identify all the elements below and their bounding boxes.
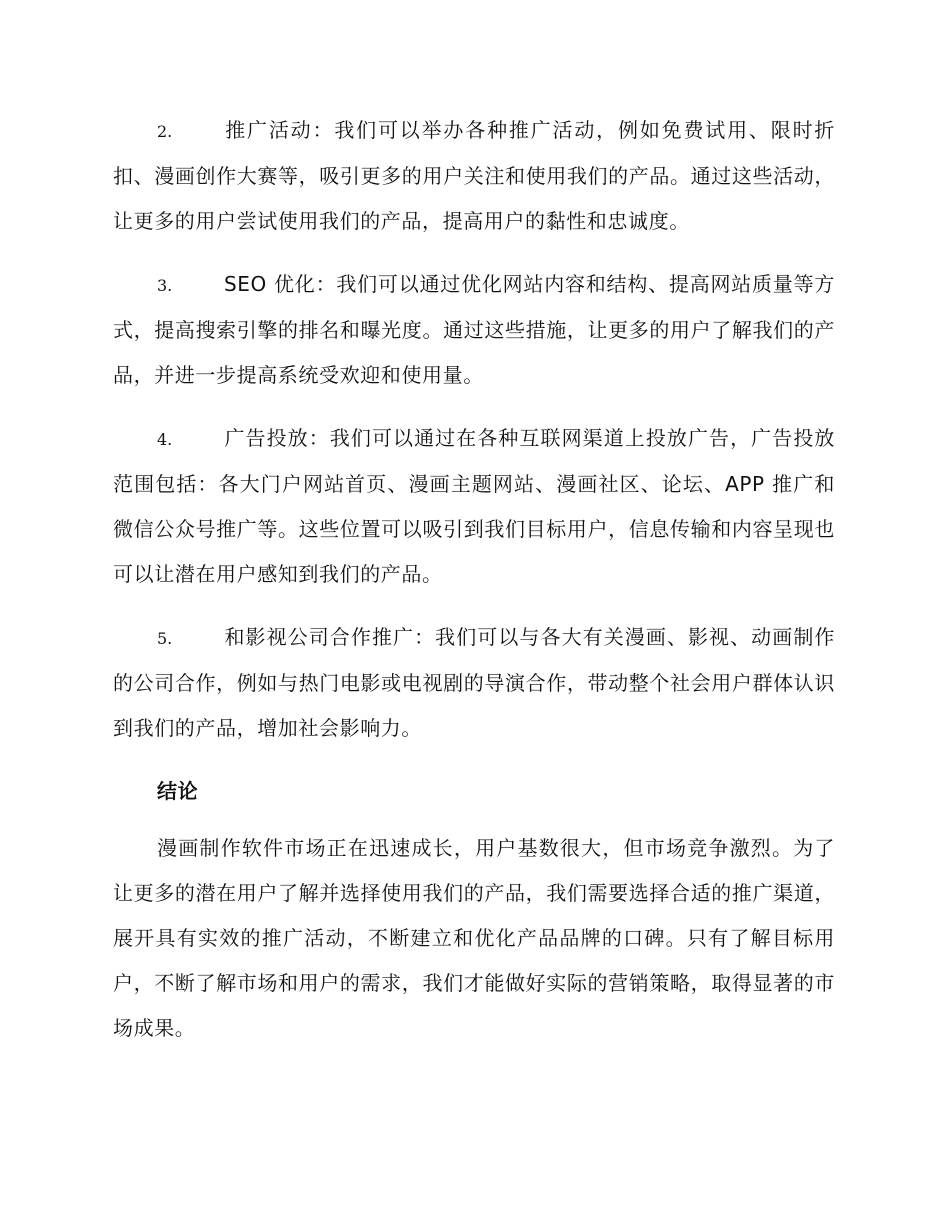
conclusion-heading: 结论 <box>157 779 199 803</box>
list-item-text: SEO 优化：我们可以通过优化网站内容和结构、提高网站质量等方式，提高搜索引擎的排名和曝光度。通过这些措施，让更多的用户了解我们的产品，并进一步提高系统受欢迎和使用量。 <box>113 272 835 387</box>
conclusion-paragraph: 漫画制作软件市场正在迅速成长，用户基数很大，但市场竞争激烈。为了让更多的潜在用户了解并选择使用我们的产品，我们需要选择合适的推广渠道，展开具有实效的推广活动，不断建立和优化产品品牌的口碑。只有了解目标用户，不断了解市场和用户的需求，我们才能做好实际的营销策略，取得显著的市场成果。 <box>113 836 835 1040</box>
list-item-number: 4. <box>157 430 173 449</box>
document-body <box>113 108 835 1051</box>
list-item-number: 2. <box>157 122 173 141</box>
list-item-film-partnership <box>113 615 835 751</box>
list-item-number: 3. <box>157 276 173 295</box>
list-item-text: 推广活动：我们可以举办各种推广活动，例如免费试用、限时折扣、漫画创作大赛等，吸引更多的用户关注和使用我们的产品。通过这些活动，让更多的用户尝试使用我们的产品，提高用户的黏性和忠诚度。 <box>113 118 835 233</box>
list-item-number: 5. <box>157 629 173 648</box>
list-item-text: 广告投放：我们可以通过在各种互联网渠道上投放广告，广告投放范围包括：各大门户网站首页、漫画主题网站、漫画社区、论坛、APP 推广和微信公众号推广等。这些位置可以吸引到我们目标用户，信息传输和内容呈现也可以让潜在用户感知到我们的产品。 <box>113 426 835 586</box>
list-item-advertising <box>113 416 835 597</box>
list-item-text: 和影视公司合作推广：我们可以与各大有关漫画、影视、动画制作的公司合作，例如与热门电影或电视剧的导演合作，带动整个社会用户群体认识到我们的产品，增加社会影响力。 <box>113 625 835 740</box>
list-item-seo <box>113 262 835 398</box>
list-item-promotion-activities <box>113 108 835 244</box>
